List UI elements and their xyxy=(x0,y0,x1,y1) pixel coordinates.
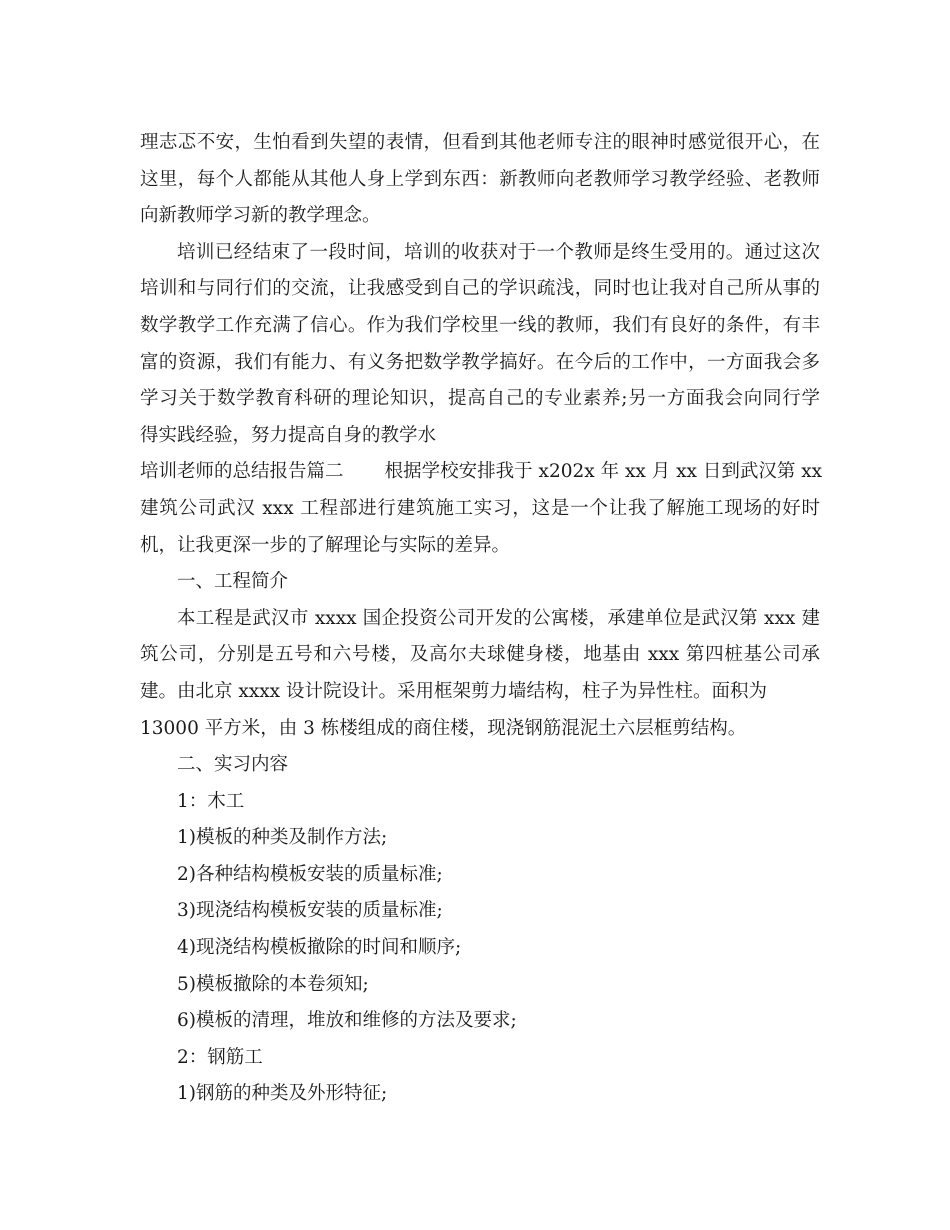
list-item: 1)模板的种类及制作方法; xyxy=(177,827,388,849)
section-heading: 二、实习内容 xyxy=(177,754,289,776)
text-line: 向新教师学习新的教学理念。 xyxy=(140,205,381,227)
subsection-heading: 2：钢筋工 xyxy=(177,1046,263,1068)
text-line: 理志忑不安，生怕看到失望的表情，但看到其他老师专注的眼神时感觉很开心，在 xyxy=(140,132,820,153)
text-line: 数学教学工作充满了信心。作为我们学校里一线的教师，我们有良好的条件，有丰 xyxy=(140,314,820,336)
list-item: 3)现浇结构模板安装的质量标准; xyxy=(177,900,443,922)
list-item: 2)各种结构模板安装的质量标准; xyxy=(177,863,443,885)
list-item: 5)模板撤除的本卷须知; xyxy=(177,973,369,995)
list-item: 1)钢筋的种类及外形特征; xyxy=(177,1083,388,1105)
list-item: 6)模板的清理，堆放和维修的方法及要求; xyxy=(177,1010,517,1032)
list-item: 4)现浇结构模板撤除的时间和顺序; xyxy=(177,937,462,959)
text-line: 学习关于数学教育科研的理论知识，提高自己的专业素养;另一方面我会向同行学 xyxy=(140,388,820,410)
text-line: 培训已经结束了一段时间，培训的收获对于一个教师是终生受用的。通过这次 xyxy=(177,241,820,263)
document-body xyxy=(140,125,823,1113)
text-line: 机，让我更深一步的了解理论与实际的差异。 xyxy=(140,534,511,556)
subsection-heading: 1：木工 xyxy=(177,790,245,812)
section-heading: 一、工程简介 xyxy=(177,571,289,593)
text-line: 13000 平方米，由 3 栋楼组成的商住楼，现浇钢筋混泥土六层框剪结构。 xyxy=(140,717,747,739)
text-line: 建筑公司武汉 xxx 工程部进行建筑施工实习，这是一个让我了解施工现场的好时 xyxy=(140,497,820,519)
text-line: 筑公司，分别是五号和六号楼，及高尔夫球健身楼，地基由 xxx 第四桩基公司承 xyxy=(140,644,820,666)
text-line: 本工程是武汉市 xxxx 国企投资公司开发的公寓楼，承建单位是武汉第 xxx 建 xyxy=(177,607,820,629)
text-line: 培训老师的总结报告篇二 根据学校安排我于 x202x 年 xx 月 xx 日到武汉第 xx xyxy=(140,461,823,483)
text-line: 富的资源，我们有能力、有义务把数学教学搞好。在今后的工作中，一方面我会多 xyxy=(140,351,820,373)
text-line: 培训和与同行们的交流，让我感受到自己的学识疏浅，同时也让我对自己所从事的 xyxy=(140,278,820,300)
text-line: 这里，每个人都能从其他人身上学到东西：新教师向老教师学习教学经验、老教师 xyxy=(140,168,820,190)
text-line: 得实践经验，努力提高自身的教学水 xyxy=(140,424,437,446)
text-line: 建。由北京 xxxx 设计院设计。采用框架剪力墙结构，柱子为异性柱。面积为 xyxy=(140,680,767,702)
